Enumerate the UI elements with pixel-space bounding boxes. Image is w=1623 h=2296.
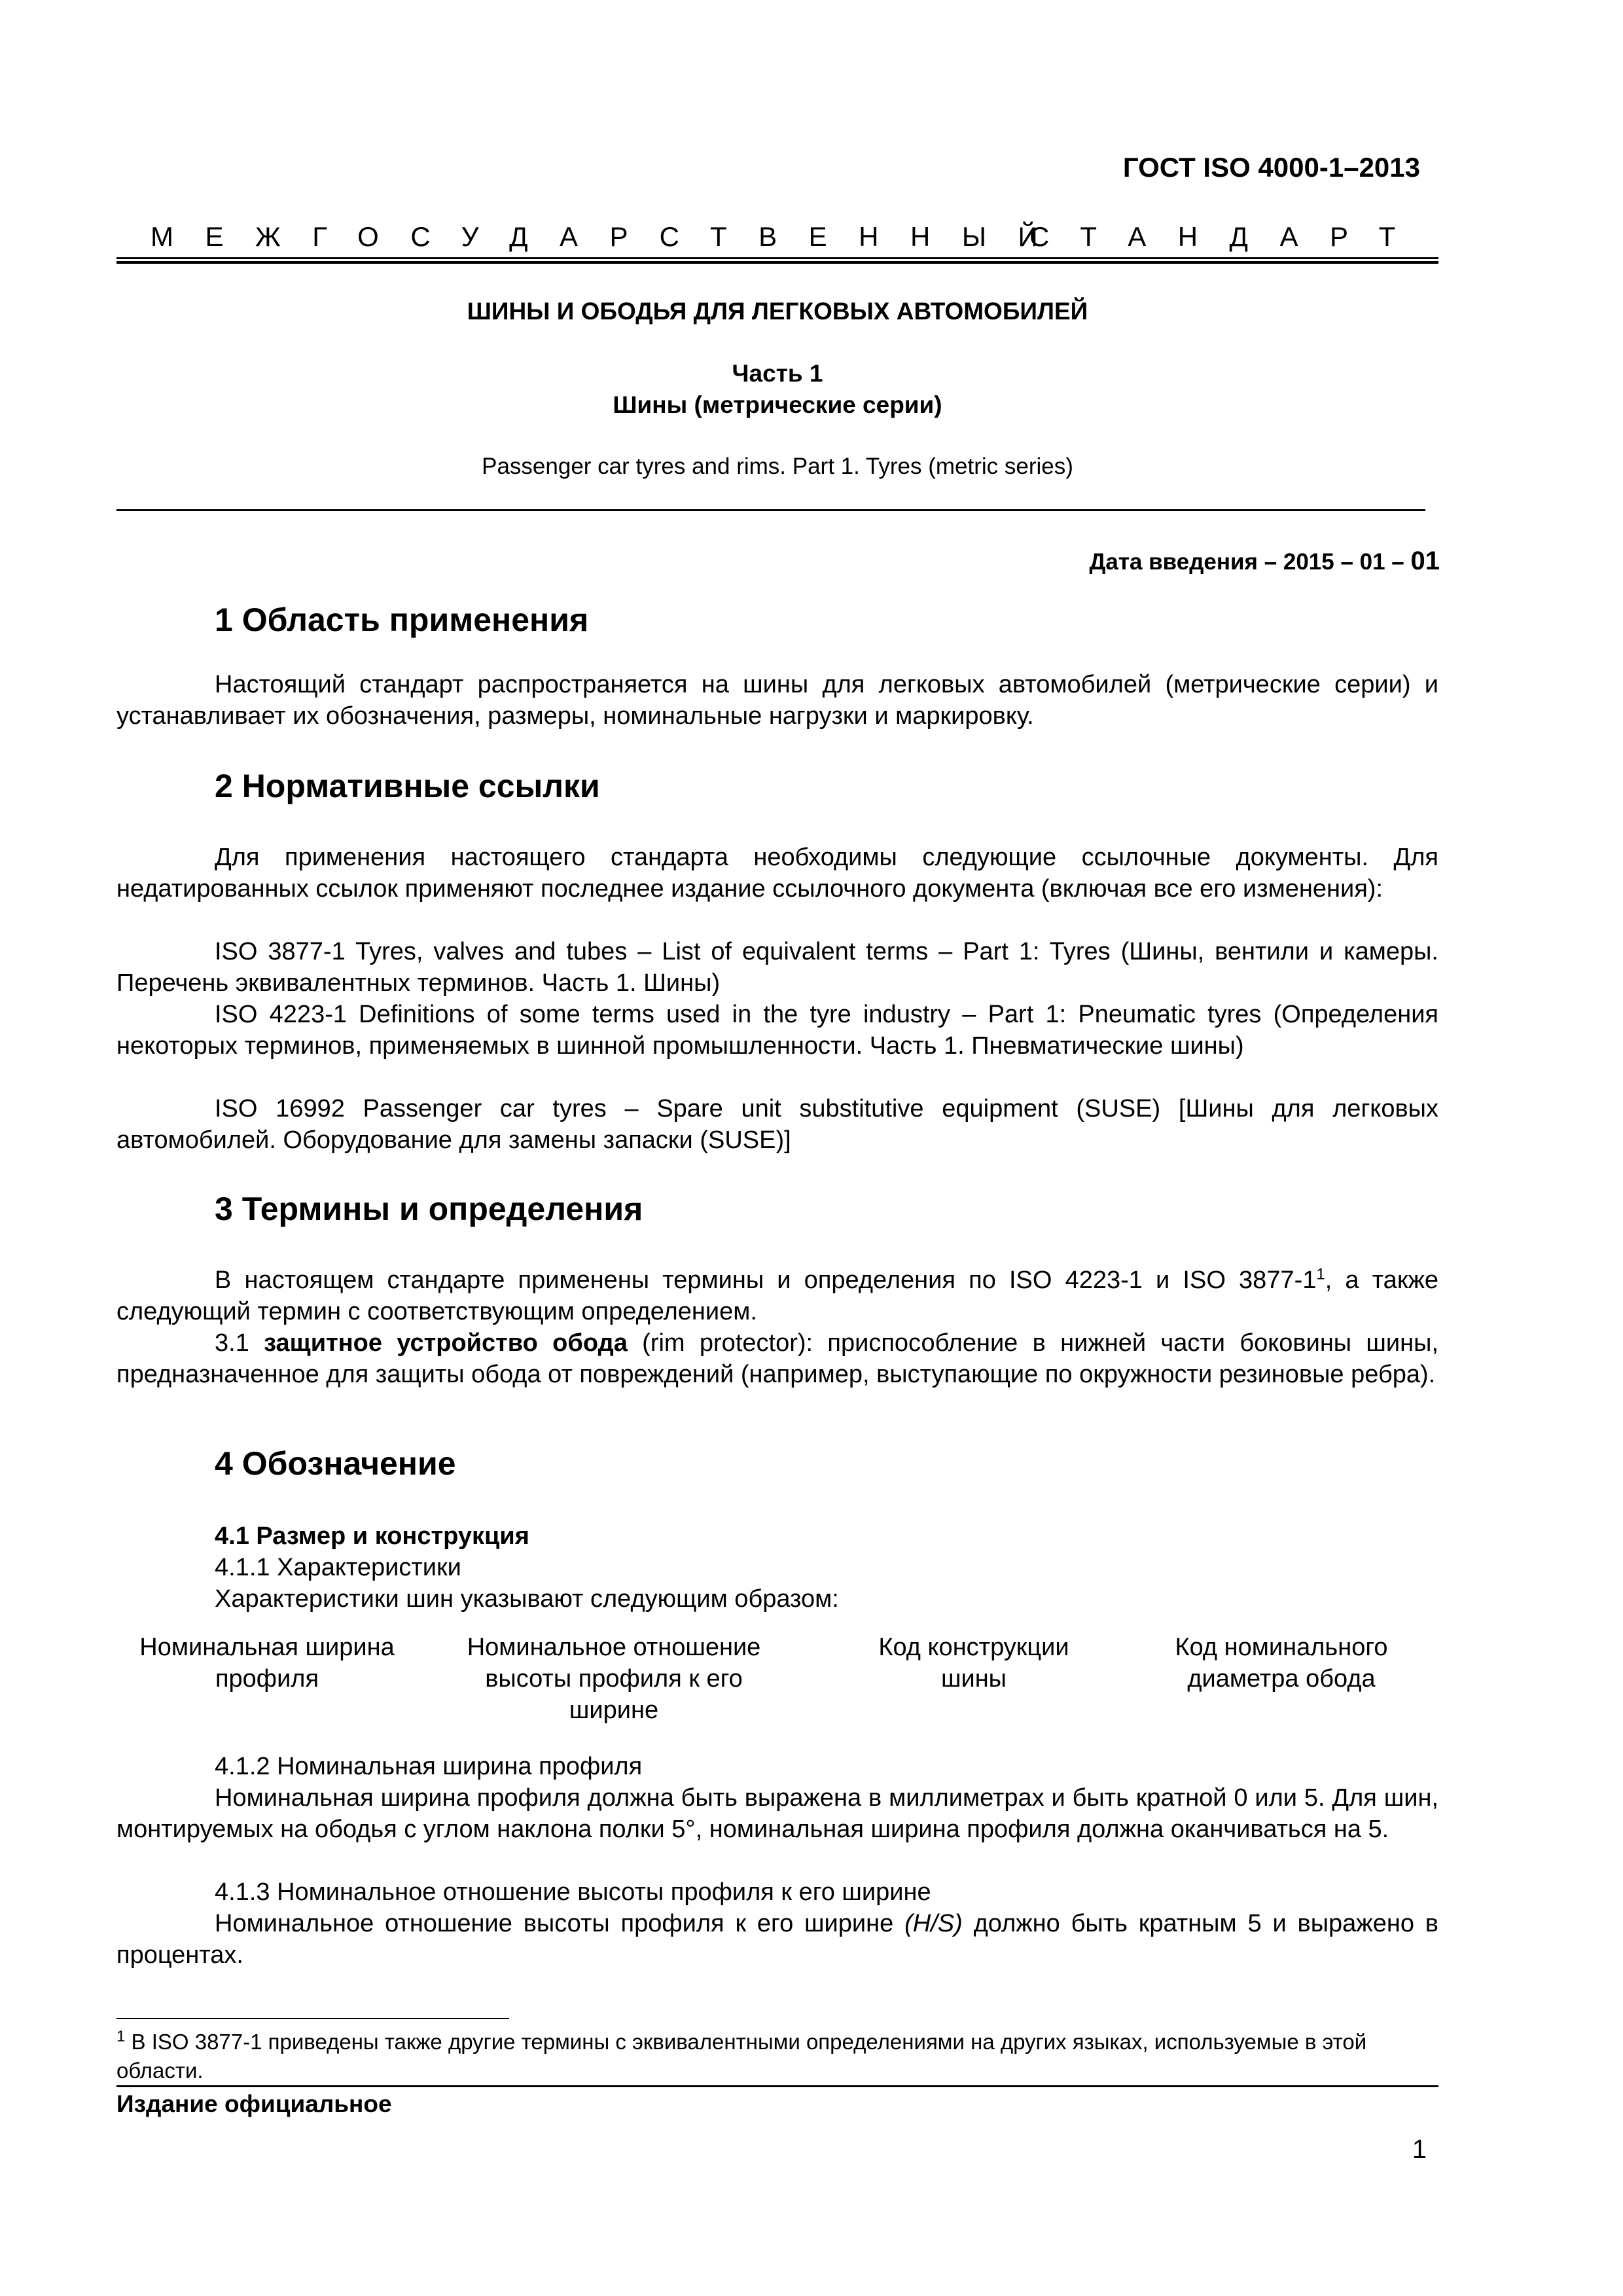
reference-iso-4223-1: ISO 4223-1 Definitions of some terms used in the tyre industry – Part 1: Pneumatic tyres (Определения некоторых терминов, применяемых в шинной промышленности. Часть 1. Пневматические шины) xyxy=(116,1001,1438,1060)
column-construction-code: Код конструкции шины xyxy=(878,1634,1069,1693)
section-1-heading: 1 Область применения xyxy=(215,601,589,638)
introduction-date xyxy=(851,547,1440,576)
section-3-heading: 3 Термины и определения xyxy=(215,1191,643,1227)
document-title: ШИНЫ И ОБОДЬЯ ДЛЯ ЛЕГКОВЫХ АВТОМОБИЛЕЙ xyxy=(467,298,1088,325)
reference-iso-3877-1: ISO 3877-1 Tyres, valves and tubes – List of equivalent terms – Part 1: Tyres (Шины, вентили и камеры. Перечень эквивалентных терминов. Часть 1. Шины) xyxy=(116,938,1438,997)
date-label: Дата введения – 2015 – 01 – xyxy=(1089,549,1411,575)
section-3-text xyxy=(116,1265,1438,1327)
column-aspect-ratio: Номинальное отношение высоты профиля к его ширине xyxy=(467,1634,761,1724)
column-rim-diameter-code: Код номинального диаметра обода xyxy=(1175,1634,1388,1693)
section-3-text-b: , а также следующий термин с соответствующим определением. xyxy=(116,1266,1438,1325)
subsection-4-1-1-heading: 4.1.1 Характеристики xyxy=(215,1554,461,1581)
page-number: 1 xyxy=(1412,2135,1427,2164)
standard-number: ГОСТ ISO 4000-1–2013 xyxy=(1122,152,1420,183)
footnote-rule xyxy=(116,2018,509,2019)
subsection-4-1-3-text xyxy=(116,1908,1438,1971)
part-number: Часть 1 xyxy=(732,360,823,387)
subsection-4-1-3-text-b: должно быть кратным 5 и выражено в процентах. xyxy=(116,1910,1438,1969)
subsection-4-1-2-text: Номинальная ширина профиля должна быть выражена в миллиметрах и быть кратной 0 или 5. Для шин, монтируемых на ободья с углом наклона полки 5°, номинальная ширина профиля должна оканчиваться на 5. xyxy=(116,1784,1438,1843)
date-day: 01 xyxy=(1410,547,1440,575)
footer-rule xyxy=(116,2085,1438,2087)
subsection-4-1-2-heading: 4.1.2 Номинальная ширина профиля xyxy=(215,1753,643,1780)
section-3-text-a: В настоящем стандарте применены термины и определения по ISO 4223-1 и ISO 3877-1 xyxy=(215,1266,1317,1294)
title-rule xyxy=(116,509,1425,511)
section-4-heading: 4 Обозначение xyxy=(215,1445,456,1482)
section-1-text: Настоящий стандарт распространяется на шины для легковых автомобилей (метрические серии) и устанавливает их обозначения, размеры, номинальные нагрузки и маркировку. xyxy=(116,671,1438,730)
part-name: Шины (метрические серии) xyxy=(613,391,942,418)
footnote-reference: 1 xyxy=(1316,1265,1325,1283)
reference-iso-16992: ISO 16992 Passenger car tyres – Spare unit substitutive equipment (SUSE) [Шины для легковых автомобилей. Оборудование для замены запаски (SUSE)] xyxy=(116,1095,1438,1154)
section-2-intro: Для применения настоящего стандарта необходимы следующие ссылочные документы. Для недатированных ссылок применяют последнее издание ссылочного документа (включая все его изменения): xyxy=(116,844,1438,903)
footnote-mark: 1 xyxy=(116,2028,126,2045)
column-nominal-width: Номинальная ширина профиля xyxy=(139,1634,395,1693)
term-definition: (rim protector): приспособление в нижней части боковины шины, предназначенное для защиты обода от повреждений (например, выступающие по окружности резиновые ребра). xyxy=(116,1329,1439,1388)
hs-symbol: (H/S) xyxy=(904,1910,963,1937)
term-number: 3.1 xyxy=(215,1329,264,1357)
footnote xyxy=(116,2028,1425,2085)
subsection-4-1-3-heading: 4.1.3 Номинальное отношение высоты профиля к его ширине xyxy=(215,1878,931,1906)
subsection-4-1-heading: 4.1 Размер и конструкция xyxy=(215,1522,529,1550)
english-title: Passenger car tyres and rims. Part 1. Tyres (metric series) xyxy=(482,454,1073,479)
term-name: защитное устройство обода xyxy=(264,1329,628,1357)
standard-word: СТАНДАРТ xyxy=(1029,221,1427,252)
official-edition-label: Издание официальное xyxy=(116,2090,392,2117)
subsection-4-1-3-text-a: Номинальное отношение высоты профиля к его ширине xyxy=(215,1910,905,1937)
interstate-word: МЕЖГОСУДАРСТВЕННЫЙ xyxy=(151,221,1070,252)
term-3-1 xyxy=(116,1327,1438,1390)
section-2-heading: 2 Нормативные ссылки xyxy=(215,768,600,804)
footnote-text: В ISO 3877-1 приведены также другие термины с эквивалентными определениями на других языках, используемые в этой области. xyxy=(116,2030,1367,2083)
header-double-rule xyxy=(116,257,1438,264)
subsection-4-1-1-text: Характеристики шин указывают следующим образом: xyxy=(215,1585,839,1613)
